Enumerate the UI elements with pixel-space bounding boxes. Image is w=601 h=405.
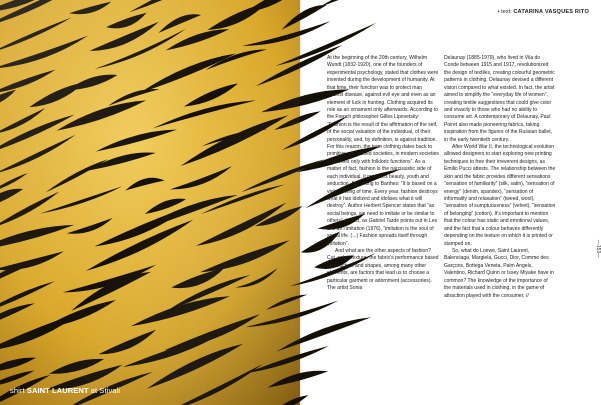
tiger-stripe: [319, 0, 409, 7]
tiger-stripe-pattern: [0, 0, 300, 405]
page-gutter: [300, 0, 303, 405]
page-number: —153—: [595, 239, 601, 259]
article-column-right: [444, 55, 556, 300]
author-credit: [498, 9, 589, 15]
article-column-left: [327, 55, 439, 293]
credit-label: • text:: [497, 9, 514, 15]
photo-caption: [10, 386, 120, 395]
paragraph: So, what do Loewe, Saint Laurent, Balenciaga, Margiela, Gucci, Dior, Comme des Garçons, Bottega Veneta, Palm Angels, Valentino, Richard Quinn or Issey Miyake have in common? The knowledge of the importance of the materials used in clothing, in the game of attraction played with the consumer. //: [444, 247, 554, 299]
caption-prefix: shirt: [10, 386, 27, 395]
paragraph: At the beginning of the 20th century, Wilhelm Wundt (1832-1920), one of the founders of experimental psychology, stated that clothes were invented during the development of humanity. At that time, their function was to protect man against disease, against evil eye and even as an element of luck in hunting. Clothing acquired its role as an ornament only afterwards. According to the French philosopher Gilles Lipovetsky: “Fashion is the result of the affirmation of the self, of the social valuation of the individual, of their personality, and, by definition, is against tradition. For this reason, the term clothing dates back to primitive and closed societies, in modern societies it survives only with folkloric functions”. As a matter of fact, fashion is the narcissistic side of each individual, it promises beauty, youth and seduction. According to Barthes: “It is based on a violet feeling of time. Every year, fashion destroys what it has idolized and idolises what it will destroy”. Author Herbert Spencer states that “as social beings, we need to imitate or be similar to others”. In fact, as Gabriel Tarde points out in Les Elis de l’imitation (1976), “imitation is the soul of social life. (...) Fashion spreads itself through imitation”.: [327, 55, 439, 247]
tiger-print-photo: [0, 0, 300, 405]
credit-author: CATARINA VASQUES RITO: [513, 9, 589, 15]
paragraph: And what are the other aspects of fashion? Cut, color, texture, the fabric’s performance based on structure and shapes, among many other elements, are factors that lead us to choose a particular garment or adornment (accessories). The artist Sonia: [327, 247, 439, 292]
paragraph: Delaunay (1885-1979), who lived in Vila do Conde between 1915 and 1917, revolutionized the design of textiles, creating colourful geometric patterns in clothing. Delaunay devised a different vision compared to what existed. In fact, the artist aimed to simplify the “everyday life of women”, creating textile suggestions that could give color and vivacity to those who had no ability to consume art. A contemporary of Delaunay, Paul Poiret also made pioneering fabrics, taking inspiration from the figures of the Russian ballet, in the early twentieth century.: [444, 55, 555, 143]
caption-brand: SAINT LAURENT: [26, 386, 89, 395]
paragraph: After World War II, the technological evolution allowed designers to start exploring new printing techniques to free their irreverent designs, as Emilio Pucci attests. The relationship between the skin and the fabric provides different sensations “sensation of familiarity” (silk, satin), “sensation of energy” (denim, spandex), “sensation of informality and relaxation” (tweed, wool), “sensation of sumptuousness” (velvet), “sensation of belonging” (cotton). It’s important to mention that the colour has static and emotional values, and the fact that a colour behaves differently depending on the texture on which it is printed or stamped on.: [444, 144, 556, 247]
caption-suffix: at Stivali: [88, 386, 121, 395]
